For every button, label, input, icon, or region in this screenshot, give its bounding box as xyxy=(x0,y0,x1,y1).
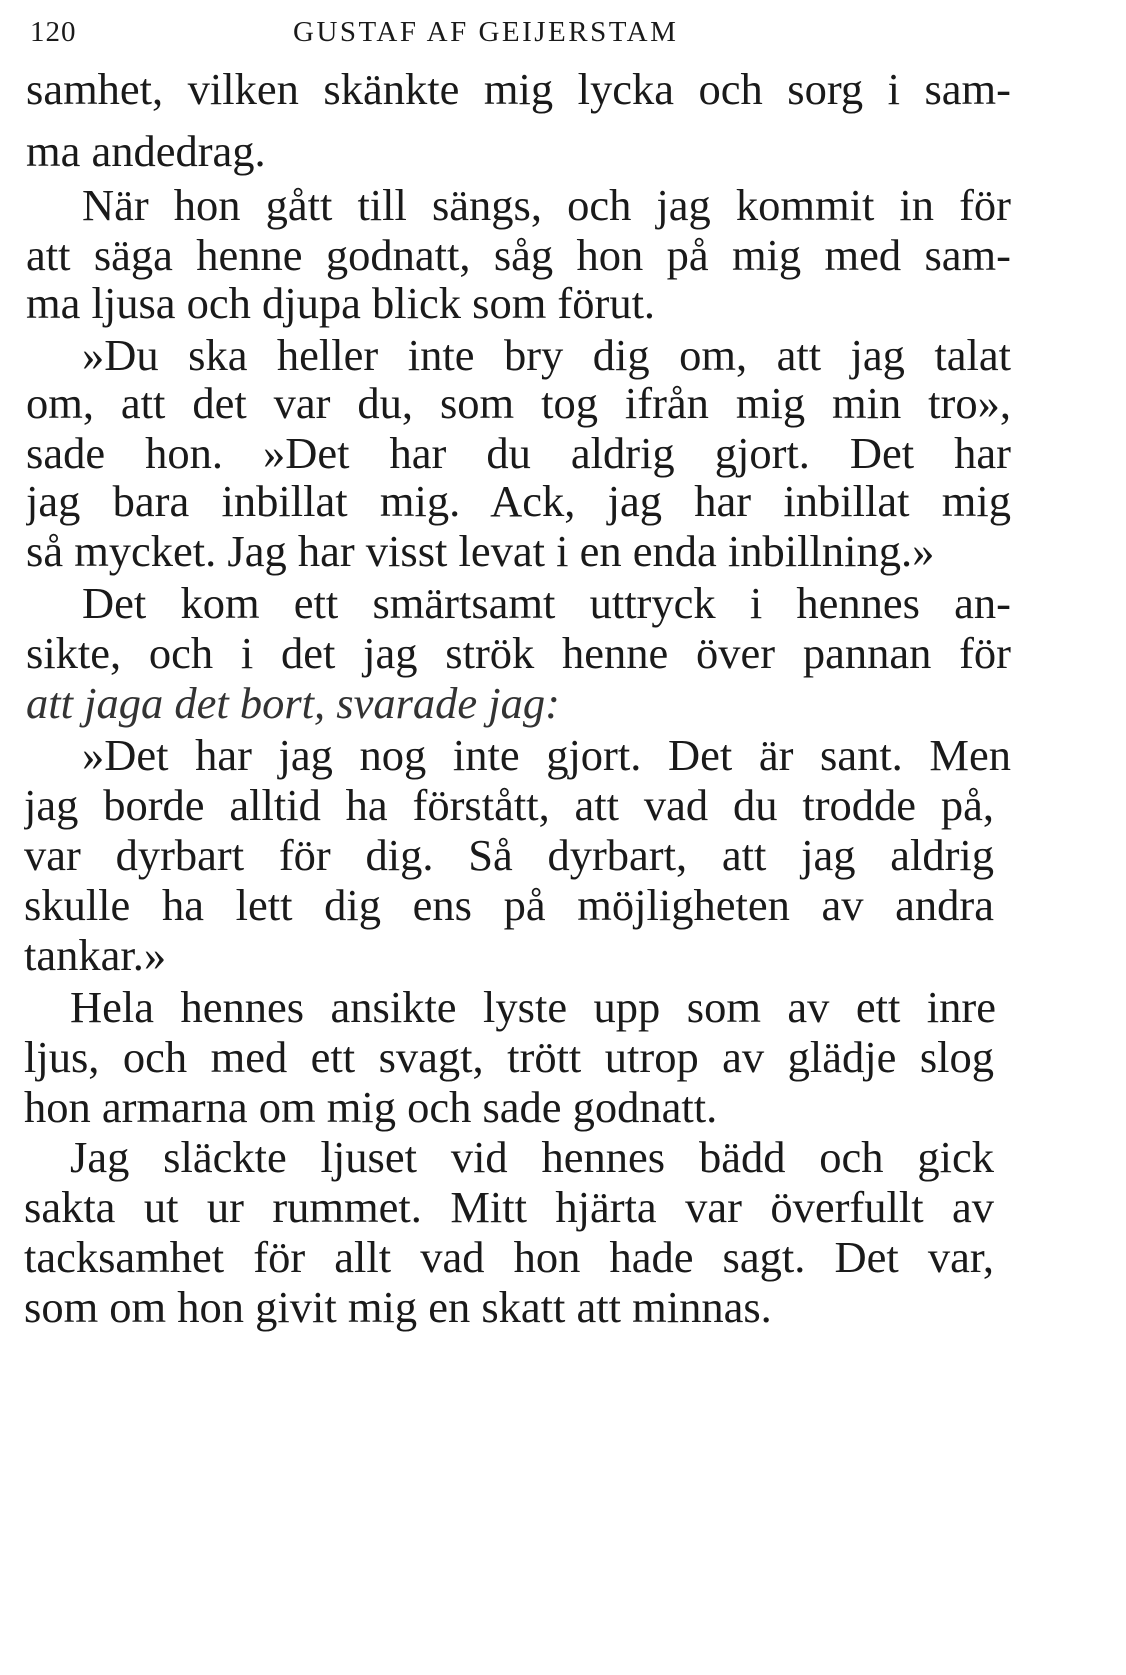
text-line: »Du ska heller inte bry dig om, att jag talat xyxy=(82,330,1011,380)
text-line: att jaga det bort, svarade jag: xyxy=(26,678,560,728)
text-line: om, att det var du, som tog ifrån mig min tro», xyxy=(26,378,1011,428)
text-line: ma andedrag. xyxy=(26,126,266,176)
text-line: skulle ha lett dig ens på möjligheten av andra xyxy=(24,880,994,930)
page-number: 120 xyxy=(30,16,77,48)
text-line: sakta ut ur rummet. Mitt hjärta var överfullt av xyxy=(24,1182,994,1232)
text-line: så mycket. Jag har visst levat i en enda inbillning.» xyxy=(26,526,935,576)
text-line: sade hon. »Det har du aldrig gjort. Det har xyxy=(26,428,1011,478)
text-line: som om hon givit mig en skatt att minnas. xyxy=(24,1282,772,1332)
text-line: tacksamhet för allt vad hon hade sagt. Det var, xyxy=(24,1232,994,1282)
running-head xyxy=(26,10,1026,60)
text-line: hon armarna om mig och sade godnatt. xyxy=(24,1082,718,1132)
text-line: ma ljusa och djupa blick som förut. xyxy=(26,278,656,328)
text-line: samhet, vilken skänkte mig lycka och sorg i sam- xyxy=(26,64,1011,114)
text-line: Jag släckte ljuset vid hennes bädd och gick xyxy=(70,1132,994,1182)
text-line: var dyrbart för dig. Så dyrbart, att jag aldrig xyxy=(24,830,994,880)
text-line: jag bara inbillat mig. Ack, jag har inbillat mig xyxy=(26,476,1011,526)
text-line: jag borde alltid ha förstått, att vad du trodde på, xyxy=(24,780,994,830)
text-line: När hon gått till sängs, och jag kommit in för xyxy=(82,180,1011,230)
text-line: sikte, och i det jag strök henne över pannan för xyxy=(26,628,1011,678)
text-line: tankar.» xyxy=(24,930,167,980)
running-head-title: GUSTAF AF GEIJERSTAM xyxy=(293,16,679,48)
text-line: Hela hennes ansikte lyste upp som av ett inre xyxy=(70,982,996,1032)
text-line: ljus, och med ett svagt, trött utrop av glädje slog xyxy=(24,1032,994,1082)
text-line: Det kom ett smärtsamt uttryck i hennes an- xyxy=(82,578,1011,628)
text-line: »Det har jag nog inte gjort. Det är sant. Men xyxy=(82,730,1011,780)
text-line: att säga henne godnatt, såg hon på mig med sam- xyxy=(26,230,1011,280)
